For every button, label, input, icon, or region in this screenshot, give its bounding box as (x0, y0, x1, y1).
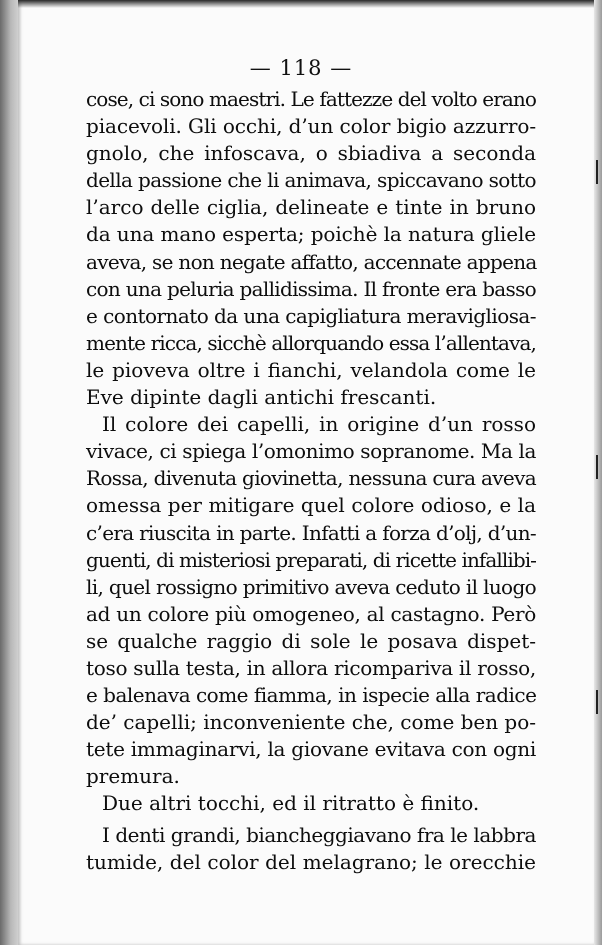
text-line: omessa per mitigare quel colore odioso, e la (86, 493, 536, 518)
body-text (86, 86, 536, 876)
text-line: piacevoli. Gli occhi, d’un color bigio azzurro- (86, 114, 537, 139)
text-line: mente ricca, sicchè allorquando essa l’allentava, (86, 330, 537, 355)
text-line: l’arco delle ciglia, delineate e tinte in bruno (86, 195, 536, 220)
text-line: I denti grandi, biancheggiavano fra le labbra (102, 822, 537, 847)
text-line: le pioveva oltre i fianchi, velandola come le (86, 357, 536, 382)
text-line: Eve dipinte dagli antichi frescanti. (86, 385, 437, 410)
text-line: de’ capelli; inconveniente che, come ben po- (86, 710, 536, 735)
text-line: e contornato da una capigliatura meravigliosa- (86, 303, 537, 328)
text-line: gnolo, che infoscava, o sbiadiva a seconda (86, 141, 536, 166)
edge-mark (596, 160, 598, 184)
text-line: toso sulla testa, in allora ricompariva il rosso, (86, 655, 536, 680)
text-line: e balenava come fiamma, in ispecie alla radice (86, 683, 537, 708)
text-line: da una mano esperta; poichè la natura gliele (86, 222, 536, 247)
text-line: cose, ci sono maestri. Le fattezze del volto erano (86, 87, 536, 111)
text-line: tete immaginarvi, la giovane evitava con ogni (86, 737, 536, 762)
text-line: vivace, ci spiega l’omonimo sopranome. Ma la (86, 439, 537, 464)
text-line: aveva, se non negate affatto, accennate appena (86, 249, 537, 274)
text-line: ad un colore più omogeneo, al castagno. Però (86, 601, 536, 626)
text-line: della passione che li animava, spiccavano sotto (86, 168, 536, 193)
top-edge-shadow (18, 0, 602, 8)
edge-mark (596, 455, 598, 479)
text-line: tumide, del color del melagrano; le orecchie (86, 849, 536, 874)
text-line: con una peluria pallidissima. Il fronte era basso (86, 276, 537, 301)
text-line: se qualche raggio di sole le posava dispet- (86, 628, 536, 653)
text-line: c’era riuscita in parte. Infatti a forza d’olj, d’un- (86, 520, 537, 545)
text-line: li, quel rossigno primitivo aveva ceduto il luogo (86, 574, 536, 599)
text-line: Due altri tocchi, ed il ritratto è finito. (102, 791, 480, 816)
book-spine-shadow (0, 0, 18, 945)
text-line: guenti, di misteriosi preparati, di ricette infallibi- (86, 547, 537, 572)
text-line: Il colore dei capelli, in origine d’un rosso (102, 412, 536, 437)
text-line: Rossa, divenuta giovinetta, nessuna cura aveva (86, 466, 536, 491)
edge-mark (596, 690, 598, 714)
page-right-edge (594, 0, 602, 945)
text-line: premura. (86, 764, 180, 789)
page-number: — 118 — (249, 56, 353, 80)
